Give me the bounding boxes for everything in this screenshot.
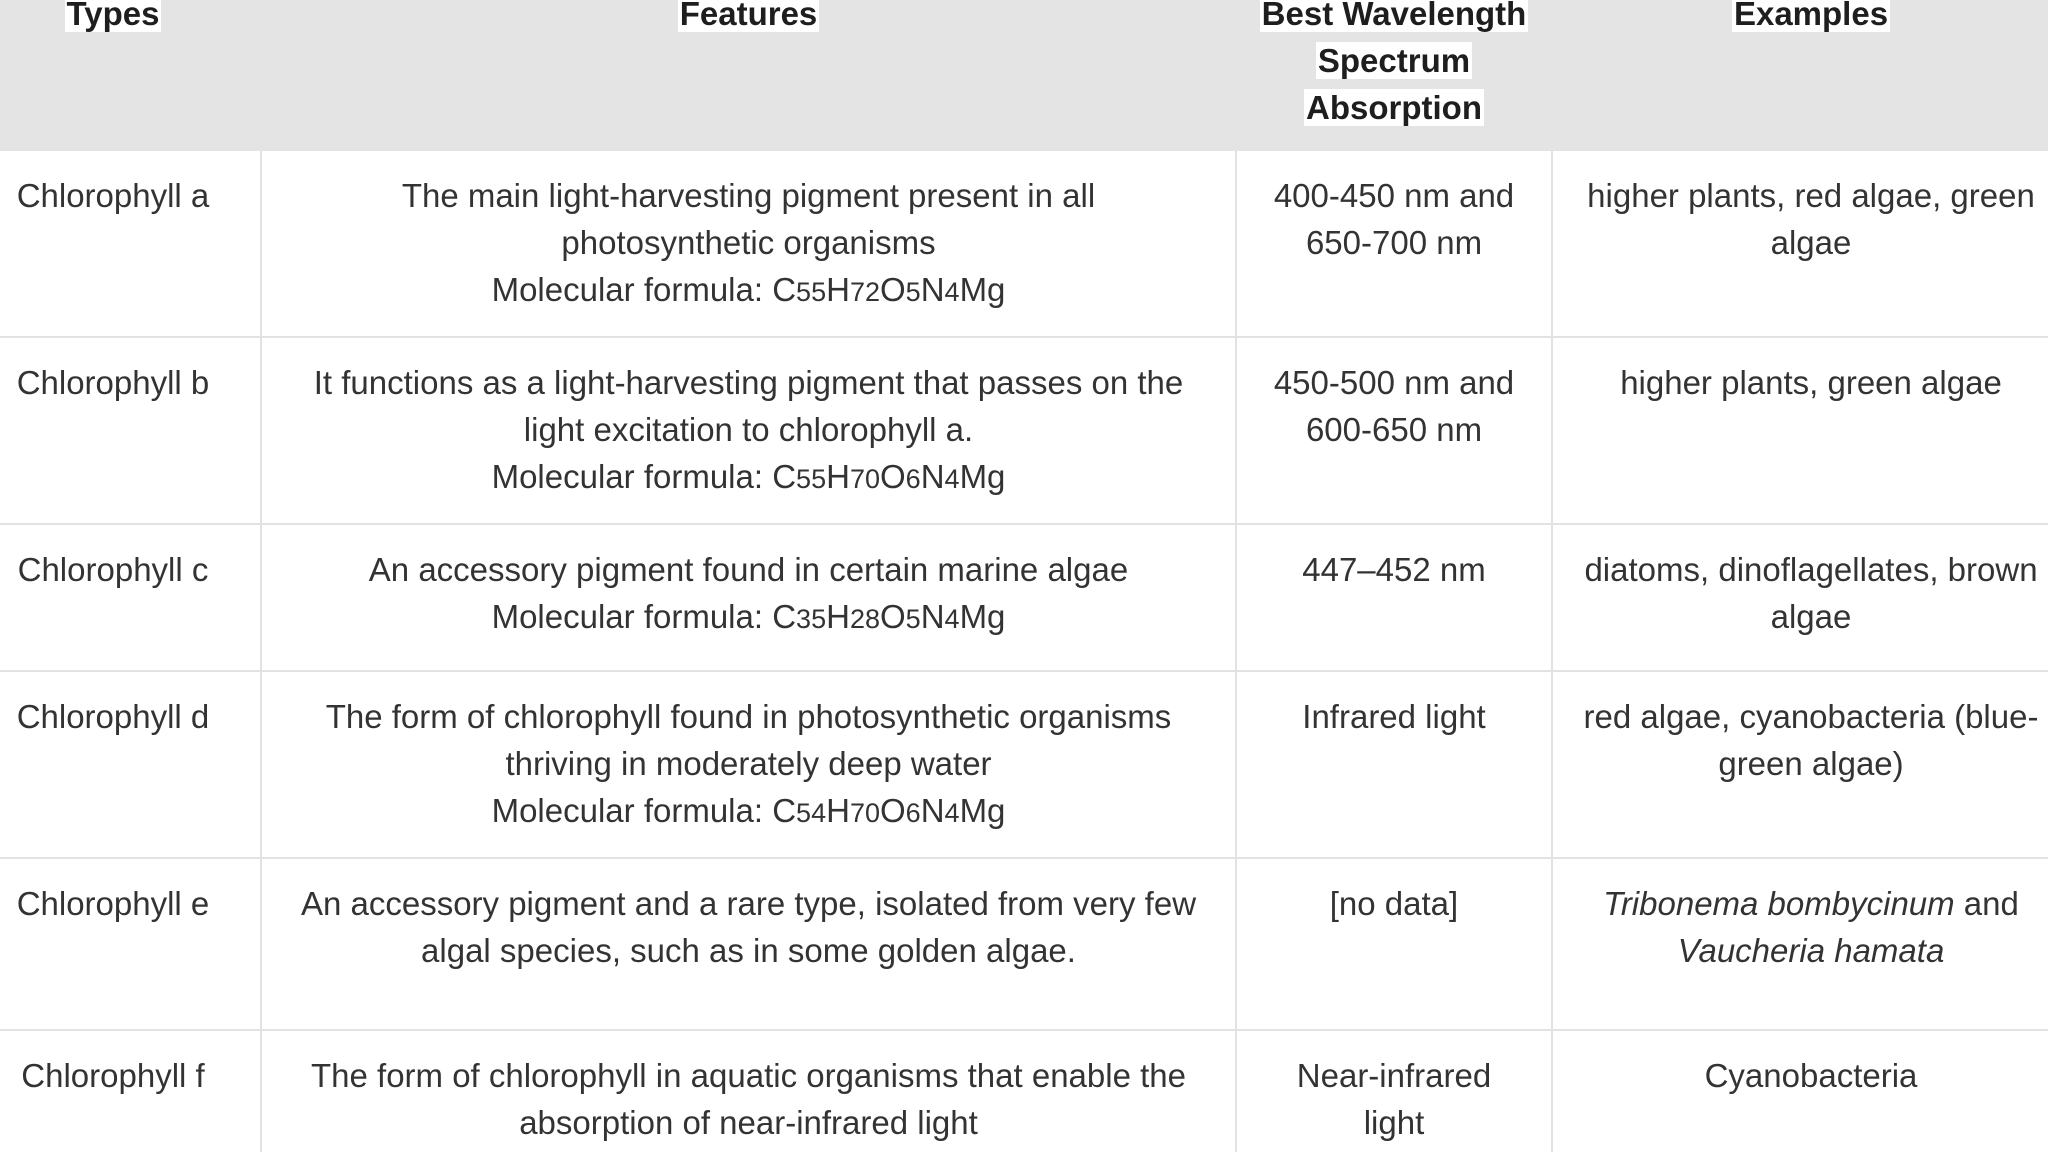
table-header [0,0,2048,151]
header-features: Features [261,0,1236,37]
molecular-formula: Molecular formula: C55H72O5N4Mg [491,271,1006,308]
examples-cell: higher plants, red algae, green algae [1587,177,2035,261]
table-row [0,672,2048,857]
features-cell: The form of chlorophyll found in photosynthetic organisms thriving in moderately deep water Molecular formula: C54H70O6N4Mg [261,693,1236,837]
wavelength-cell: 450-500 nm and 600-650 nm [1273,364,1515,448]
examples-cell: Cyanobacteria [1704,1057,1918,1094]
table-row [0,859,2048,1029]
examples-cell: Tribonema bombycinum and Vaucheria hamata [1603,885,2019,969]
examples-cell: higher plants, green algae [1620,364,2002,401]
type-cell: Chlorophyll b [16,364,210,401]
header-examples: Examples [1552,0,2048,37]
wavelength-cell: 400-450 nm and 650-700 nm [1273,177,1515,261]
table-row [0,525,2048,670]
features-cell: An accessory pigment found in certain marine algae Molecular formula: C35H28O5N4Mg [261,546,1236,643]
table-row [0,151,2048,336]
wavelength-cell: [no data] [1329,885,1459,922]
type-cell: Chlorophyll c [17,551,209,588]
table-row [0,1031,2048,1152]
features-cell: It functions as a light-harvesting pigment that passes on the light excitation to chlorophyll a. Molecular formula: C55H70O6N4Mg [261,359,1236,503]
features-cell: The main light-harvesting pigment present in all photosynthetic organisms Molecular formula: C55H72O5N4Mg [261,172,1236,316]
molecular-formula: Molecular formula: C35H28O5N4Mg [491,598,1006,635]
wavelength-cell: Infrared light [1302,698,1486,735]
wavelength-cell: Near-infrared light [1296,1057,1492,1141]
features-cell: An accessory pigment and a rare type, isolated from very few algal species, such as in some golden algae. [300,885,1197,969]
type-cell: Chlorophyll a [16,177,210,214]
table-row [0,338,2048,523]
examples-cell: red algae, cyanobacteria (blue- green algae) [1583,698,2039,782]
wavelength-cell: 447–452 nm [1302,551,1486,588]
features-cell: The form of chlorophyll in aquatic organisms that enable the absorption of near-infrared light [311,1057,1186,1141]
molecular-formula: Molecular formula: C55H70O6N4Mg [491,458,1006,495]
type-cell: Chlorophyll f [21,1057,205,1094]
header-types: Types [0,0,226,37]
examples-cell: diatoms, dinoflagellates, brown algae [1584,551,2038,635]
type-cell: Chlorophyll e [16,885,210,922]
header-wavelength: Best Wavelength Spectrum Absorption [1236,0,1552,131]
type-cell: Chlorophyll d [16,698,210,735]
molecular-formula: Molecular formula: C54H70O6N4Mg [491,792,1006,829]
